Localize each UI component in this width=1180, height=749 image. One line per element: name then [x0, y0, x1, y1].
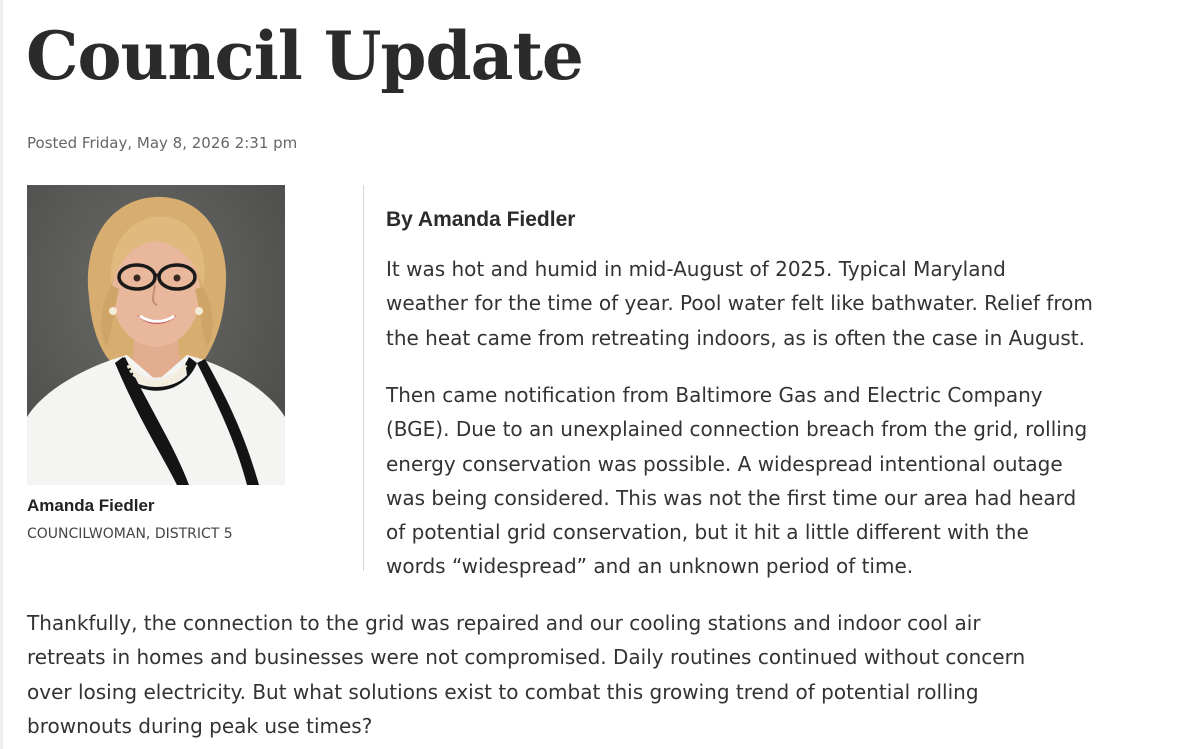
- paragraph-1: [386, 252, 1093, 355]
- author-photo: [27, 185, 285, 485]
- page-left-edge: [0, 0, 3, 749]
- paragraph-line: words “widespread” and an unknown period of time.: [386, 554, 914, 579]
- paragraph-line: energy conservation was possible. A widespread intentional outage: [386, 451, 1063, 476]
- column-divider: [363, 185, 364, 571]
- paragraph-2: [386, 378, 1087, 584]
- article-title: Council Update: [26, 17, 583, 95]
- paragraph-line: over losing electricity. But what solutions exist to combat this growing trend of potential rolling: [27, 679, 979, 704]
- paragraph-line: of potential grid conservation, but it hit a little different with the: [386, 520, 1029, 545]
- paragraph-line: Then came notification from Baltimore Gas and Electric Company: [386, 383, 1043, 407]
- paragraph-3: [27, 606, 1025, 743]
- paragraph-line: Thankfully, the connection to the grid was repaired and our cooling stations and indoor cool air: [27, 611, 981, 635]
- author-portrait-image: [27, 185, 285, 485]
- paragraph-line: It was hot and humid in mid-August of 2025. Typical Maryland: [386, 257, 1006, 281]
- paragraph-line: retreats in homes and businesses were not compromised. Daily routines continued without concern: [27, 645, 1026, 670]
- photo-caption-name: Amanda Fiedler: [27, 496, 155, 515]
- paragraph-line: (BGE). Due to an unexplained connection breach from the grid, rolling: [386, 417, 1088, 442]
- byline: By Amanda Fiedler: [386, 208, 576, 231]
- paragraph-line: the heat came from retreating indoors, as is often the case in August.: [386, 325, 1085, 350]
- posted-date: Posted Friday, May 8, 2026 2:31 pm: [27, 134, 298, 152]
- paragraph-line: weather for the time of year. Pool water felt like bathwater. Relief from: [386, 291, 1093, 316]
- paragraph-line: was being considered. This was not the first time our area had heard: [386, 485, 1077, 510]
- paragraph-line: brownouts during peak use times?: [27, 713, 373, 738]
- photo-caption-title: COUNCILWOMAN, DISTRICT 5: [27, 526, 233, 542]
